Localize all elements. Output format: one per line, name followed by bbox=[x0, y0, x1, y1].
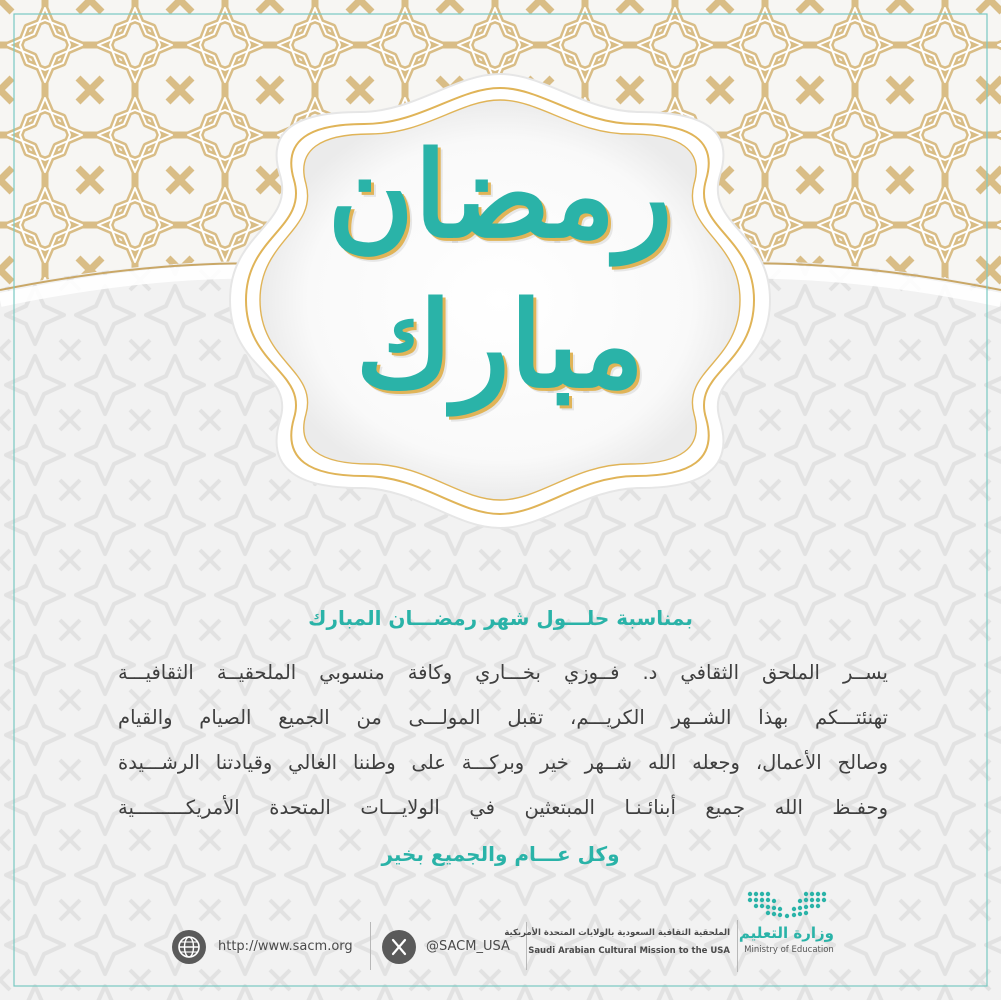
footer bbox=[0, 900, 1001, 990]
message-line: يســر الملحق الثقافي د. فــوزي بخـــاري وكافة منسوبي الملحقيــة الثقافيـــة bbox=[118, 661, 888, 684]
footer-divider bbox=[370, 922, 371, 970]
twitter-handle: @SACM_USA bbox=[426, 939, 510, 954]
message-line: وصالح الأعمال، وجعله الله شــهر خير وبركـــة على وطننا الغالي وقيادتنا الرشـــيدة bbox=[118, 751, 888, 774]
ministry-dots-icon bbox=[744, 888, 834, 922]
ministry-name-en: Ministry of Education bbox=[744, 945, 834, 955]
twitter-link[interactable] bbox=[382, 930, 522, 966]
ramadan-calligraphy bbox=[300, 120, 700, 490]
website-link[interactable] bbox=[172, 930, 362, 966]
closing-wish: وكل عـــام والجميع بخير bbox=[381, 842, 620, 866]
website-url: http://www.sacm.org bbox=[218, 939, 353, 954]
greeting-message bbox=[118, 650, 888, 830]
calligraphy-mubarak: مبارك bbox=[355, 275, 645, 414]
footer-divider bbox=[737, 920, 738, 972]
greeting-heading: بمناسبة حلـــول شهر رمضـــان المبارك bbox=[308, 606, 693, 630]
sacm-name-en: Saudi Arabian Cultural Mission to the USA bbox=[528, 946, 730, 956]
calligraphy-ramadan: رمضان bbox=[327, 125, 673, 264]
globe-icon bbox=[172, 930, 206, 964]
sacm-name bbox=[504, 926, 736, 970]
message-line: وحفـظ الله جميع أبنائـنـا المبتعثين في الولايـــات المتحدة الأمريكـــــــــية bbox=[118, 796, 888, 819]
message-line: تهنئتـــكم بهذا الشــهر الكريـــم، تقبل المولـــى من الجميع الصيام والقيام bbox=[118, 706, 888, 729]
sacm-name-ar: الملحقية الثقافية السعودية بالولايات المتحدة الأمريكية bbox=[504, 928, 730, 938]
ministry-logo bbox=[738, 888, 844, 968]
ministry-name-ar: وزارة التعليم bbox=[738, 924, 834, 942]
x-icon bbox=[382, 930, 416, 964]
